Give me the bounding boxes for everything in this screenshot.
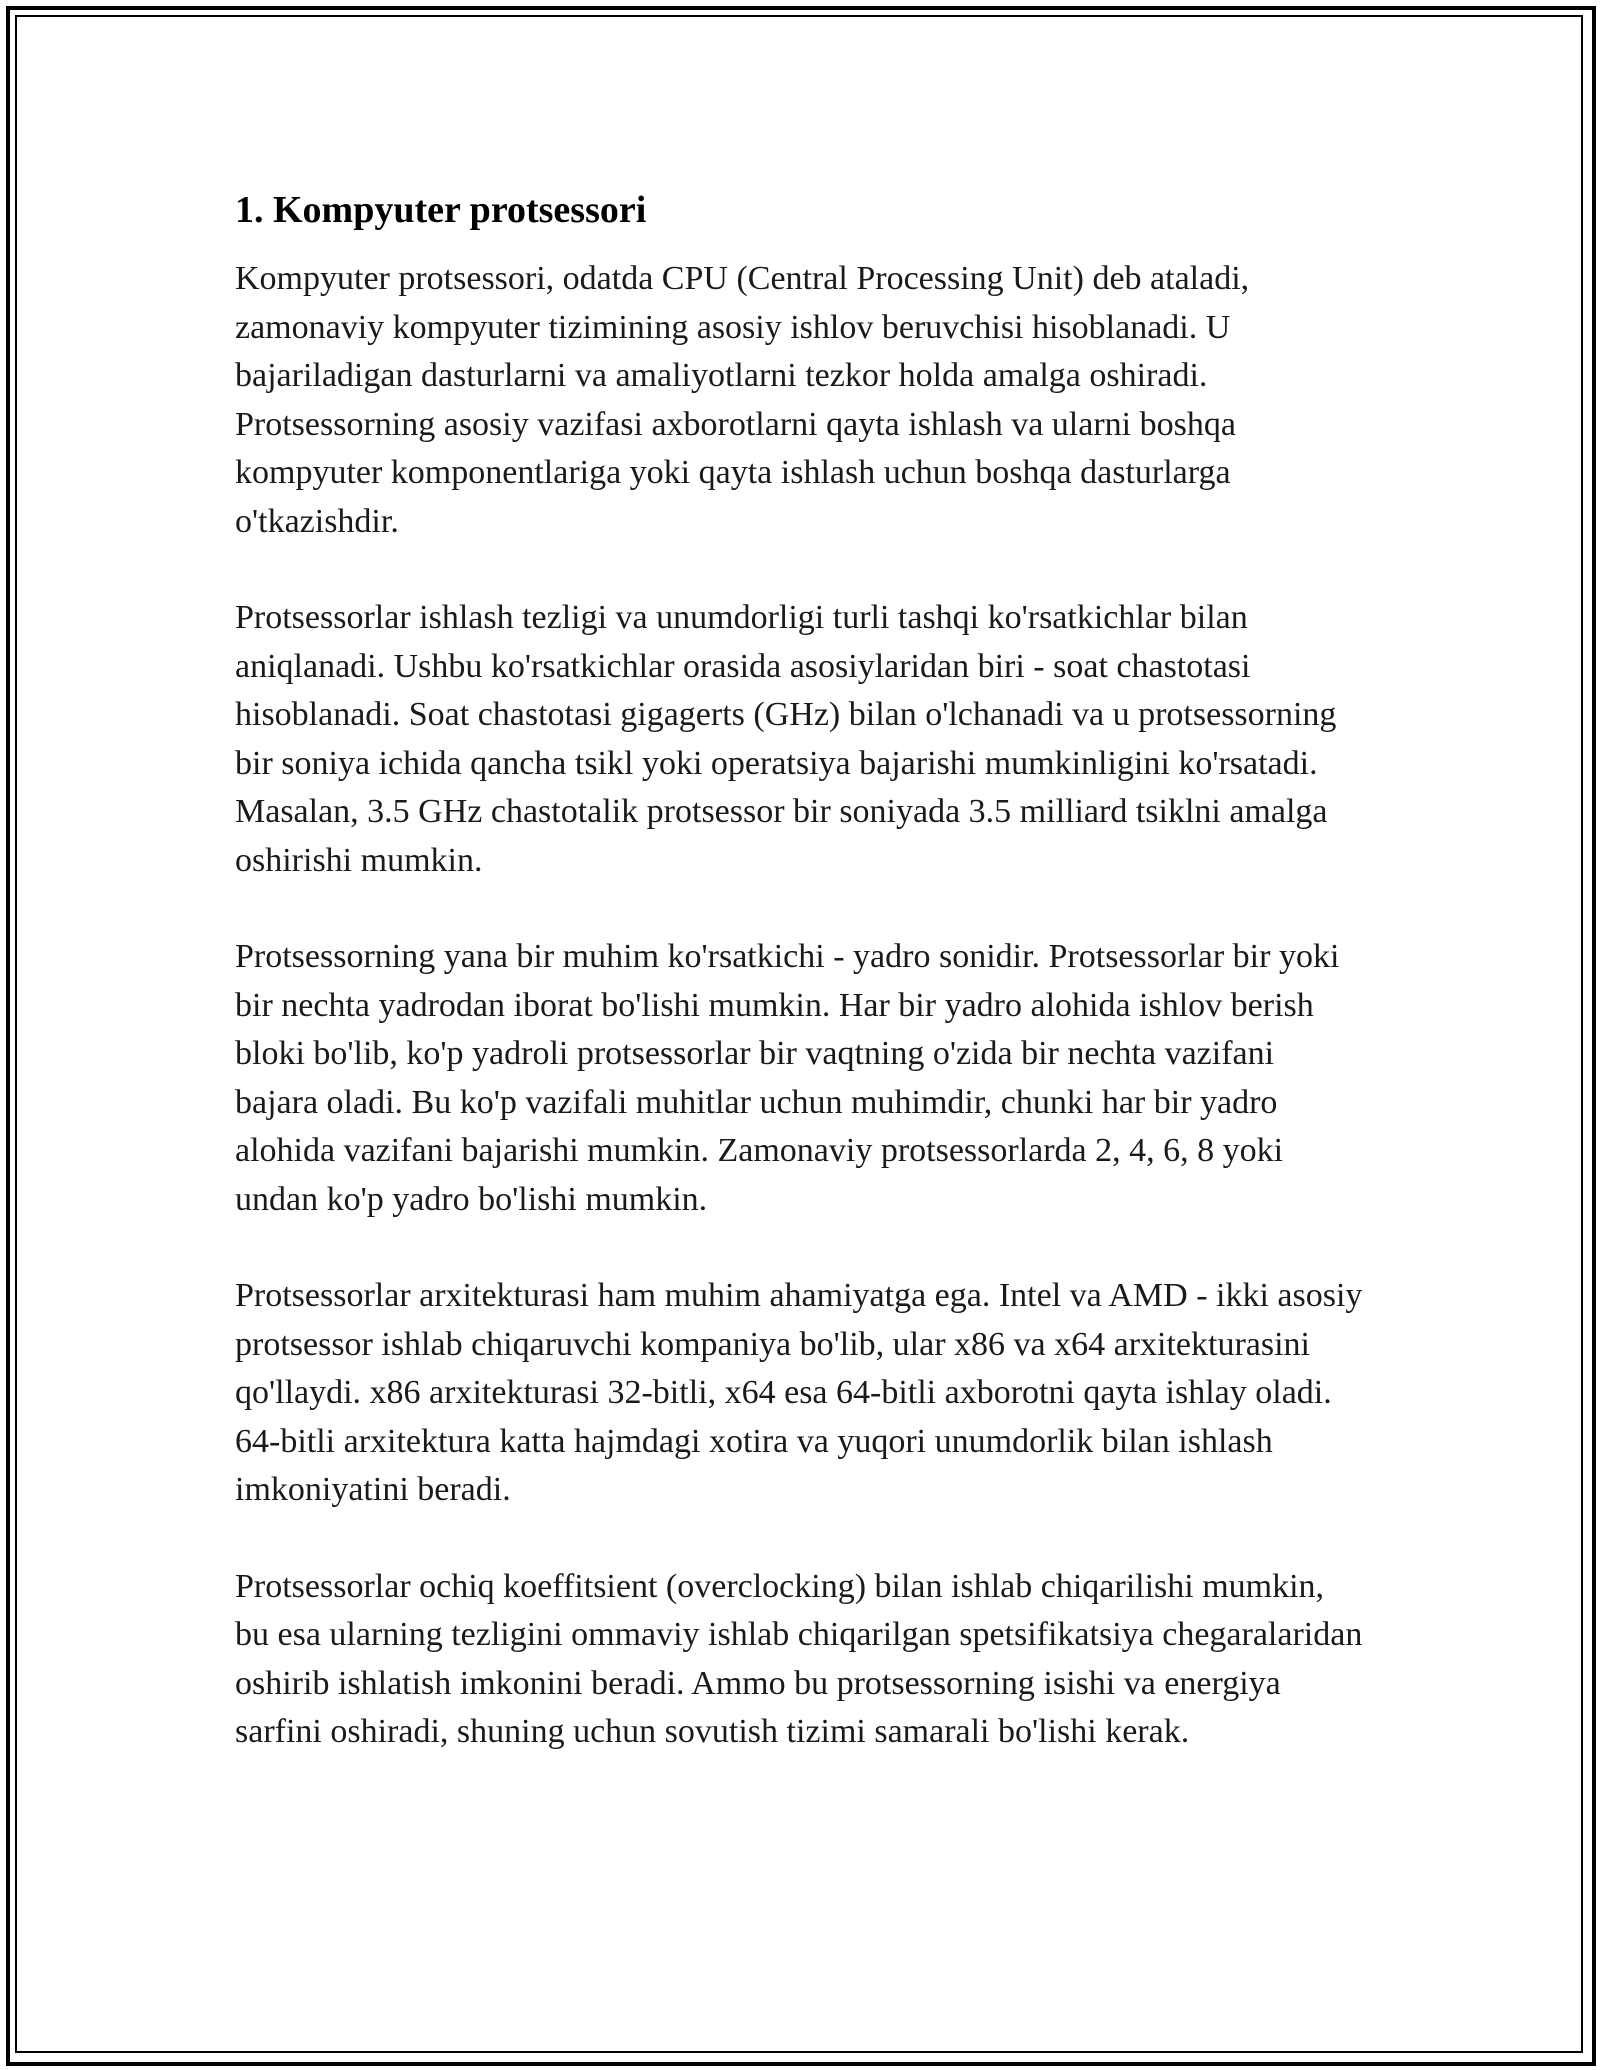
page-title: 1. Kompyuter protsessori [235,189,647,231]
document-body [235,186,1365,1805]
paragraph-clock-speed: Protsessorlar ishlash tezligi va unumdorligi turli tashqi ko'rsatkichlar bilan aniqlanadi. Ushbu ko'rsatkichlar orasida asosiylaridan biri - soat chastotasi hisoblanadi. Soat chastotasi gigagerts (GHz) bilan o'lchanadi va u protsessorning bir soniya ichida qancha tsikl yoki operatsiya bajarishi mumkinligini ko'rsatadi. Masalan, 3.5 GHz chastotalik protsessor bir soniyada 3.5 milliard tsiklni amalga oshirishi mumkin. [235,599,1337,879]
paragraph-intro: Kompyuter protsessori, odatda CPU (Central Processing Unit) deb ataladi, zamonaviy kompyuter tizimining asosiy ishlov beruvchisi hisoblanadi. U bajariladigan dasturlarni va amaliyotlarni tezkor holda amalga oshiradi. Protsessorning asosiy vazifasi axborotlarni qayta ishlash va ularni boshqa kompyuter komponentlariga yoki qayta ishlash uchun boshqa dasturlarga o'tkazishdir. [235,260,1250,540]
paragraph-architecture: Protsessorlar arxitekturasi ham muhim ahamiyatga ega. Intel va AMD - ikki asosiy protsessor ishlab chiqaruvchi kompaniya bo'lib, ular x86 va x64 arxitekturasini qo'llaydi. x86 arxitekturasi 32-bitli, x64 esa 64-bitli axborotni qayta ishlay oladi. 64-bitli arxitektura katta hajmdagi xotira va yuqori unumdorlik bilan ishlash imkoniyatini beradi. [235,1277,1363,1509]
paragraph-overclocking: Protsessorlar ochiq koeffitsient (overclocking) bilan ishlab chiqarilishi mumkin, bu esa ularning tezligini ommaviy ishlab chiqarilgan spetsifikatsiya chegaralaridan oshirib ishlatish imkonini beradi. Ammo bu protsessorning isishi va energiya sarfini oshiradi, shuning uchun sovutish tizimi samarali bo'lishi kerak. [235,1567,1363,1751]
paragraph-cores: Protsessorning yana bir muhim ko'rsatkichi - yadro sonidir. Protsessorlar bir yoki bir nechta yadrodan iborat bo'lishi mumkin. Har bir yadro alohida ishlov berish bloki bo'lib, ko'p yadroli protsessorlar bir vaqtning o'zida bir nechta vazifani bajara oladi. Bu ko'p vazifali muhitlar uchun muhimdir, chunki har bir yadro alohida vazifani bajarishi mumkin. Zamonaviy protsessorlarda 2, 4, 6, 8 yoki undan ko'p yadro bo'lishi mumkin. [235,938,1340,1218]
